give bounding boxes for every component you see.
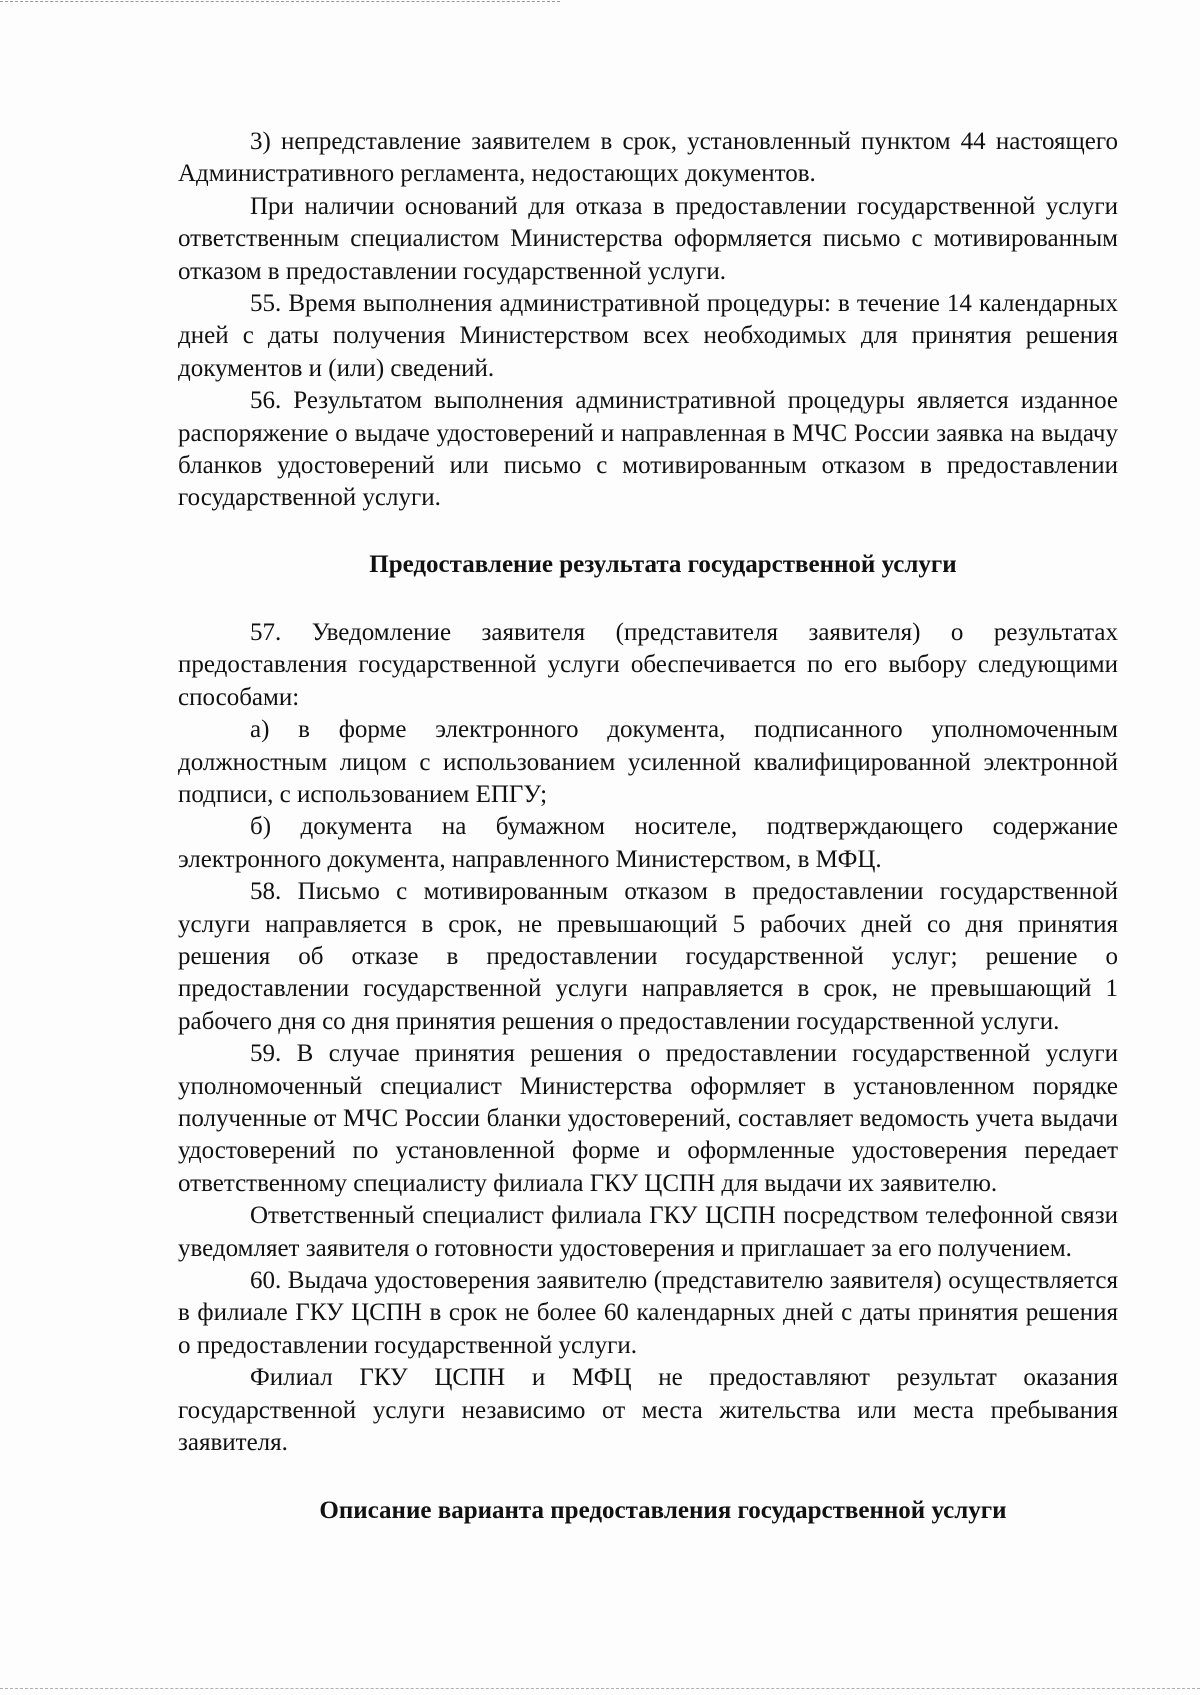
paragraph-responsible-specialist: Ответственный специалист филиала ГКУ ЦСПН посредством телефонной связи уведомляет заявителя о готовности удостоверения и приглашает за его получением. (178, 1202, 1118, 1262)
paragraph-57-b: б) документа на бумажном носителе, подтверждающего содержание электронного документа, направленного Министерством, в МФЦ. (178, 813, 1118, 873)
paragraph-58: 58. Письмо с мотивированным отказом в предоставлении государственной услуги направляется в срок, не превышающий 5 рабочих дней со дня принятия решения об отказе в предоставлении государственной услуг; решение о предоставлении государственной услуги направляется в срок, не превышающий 1 рабочего дня со дня принятия решения о предоставлении государственной услуги. (178, 878, 1118, 1035)
scan-edge-top (0, 1, 560, 3)
document-body (178, 126, 1118, 1527)
section-heading-result: Предоставление результата государственной услуги (369, 550, 957, 578)
scan-edge-bottom (0, 1688, 1200, 1690)
paragraph-56: 56. Результатом выполнения административной процедуры является изданное распоряжение о выдаче удостоверений и направленная в МЧС России заявка на выдачу бланков удостоверений или письмо с мотивированным отказом в предоставлении государственной услуги. (178, 387, 1118, 512)
paragraph-60: 60. Выдача удостоверения заявителю (представителю заявителя) осуществляется в филиале ГКУ ЦСПН в срок не более 60 календарных дней с даты принятия решения о предоставлении государственной услуги. (178, 1267, 1118, 1359)
paragraph-branch-mfc: Филиал ГКУ ЦСПН и МФЦ не предоставляют результат оказания государственной услуги независимо от места жительства или места пребывания заявителя. (178, 1364, 1118, 1457)
paragraph-item-3-refusal-ground: 3) непредставление заявителем в срок, установленный пунктом 44 настоящего Административного регламента, недостающих документов. (178, 128, 1118, 188)
section-heading-variant: Описание варианта предоставления государственной услуги (319, 1497, 1007, 1525)
paragraph-55: 55. Время выполнения административной процедуры: в течение 14 календарных дней с даты получения Министерством всех необходимых для принятия решения документов и (или) сведений. (178, 290, 1118, 382)
paragraph-57-a: а) в форме электронного документа, подписанного уполномоченным должностным лицом с использованием усиленной квалифицированной электронной подписи, с использованием ЕПГУ; (178, 716, 1118, 808)
paragraph-57: 57. Уведомление заявителя (представителя заявителя) о результатах предоставления государственной услуги обеспечивается по его выбору следующими способами: (178, 618, 1118, 711)
paragraph-refusal-letter: При наличии оснований для отказа в предоставлении государственной услуги ответственным специалистом Министерства оформляется письмо с мотивированным отказом в предоставлении государственной услуги. (178, 192, 1118, 285)
paragraph-59: 59. В случае принятия решения о предоставлении государственной услуги уполномоченный специалист Министерства оформляет в установленном порядке полученные от МЧС России бланки удостоверений, составляет ведомость учета выдачи удостоверений по установленной форме и оформленные удостоверения передает ответственному специалисту филиала ГКУ ЦСПН для выдачи их заявителю. (178, 1040, 1118, 1197)
